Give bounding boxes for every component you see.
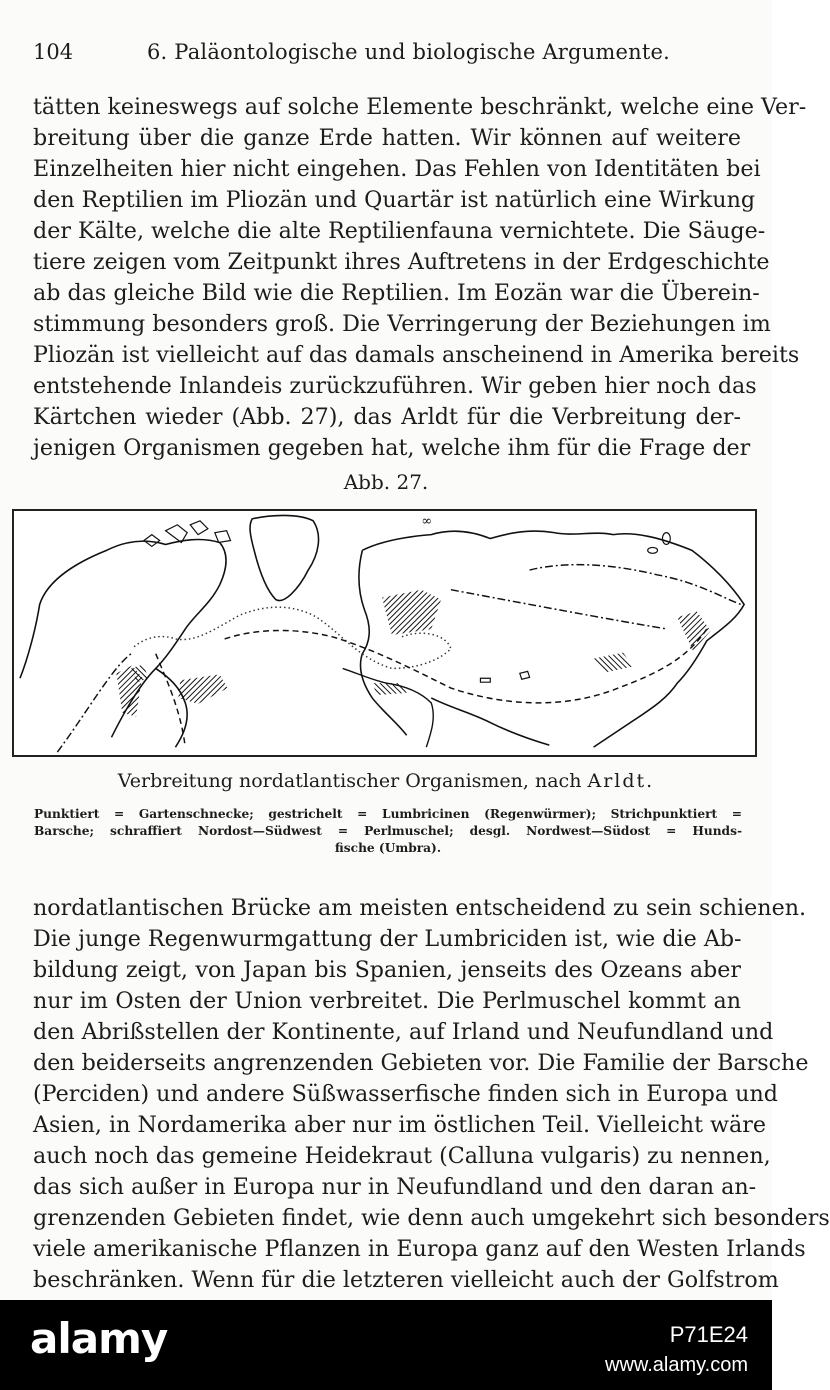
text-line: (Perciden) und andere Süßwasserfische finden sich in Europa und xyxy=(33,1081,778,1107)
text-line: bildung zeigt, von Japan bis Spanien, jenseits des Ozeans aber xyxy=(33,957,741,983)
figure-legend xyxy=(34,806,742,857)
hatch-ne-region-3 xyxy=(382,590,441,635)
alamy-logo: alamy xyxy=(30,1314,168,1363)
text-line: nur im Osten der Union verbreitet. Die Perlmuschel kommt an xyxy=(33,988,741,1014)
watermark-bar xyxy=(0,1300,772,1390)
eurasia-coast xyxy=(359,531,744,747)
hatch-nw-region-2 xyxy=(594,653,633,673)
text-line: Kärtchen wieder (Abb. 27), das Arldt für die Verbreitung der- xyxy=(33,404,741,430)
paragraph-top xyxy=(33,92,807,464)
text-line: tätten keineswegs auf solche Elemente beschränkt, welche eine Ver- xyxy=(33,94,807,120)
text-line: breitung über die ganze Erde hatten. Wir können auf weitere xyxy=(33,125,741,151)
page-header xyxy=(33,40,742,74)
text-line: tiere zeigen vom Zeitpunkt ihres Auftretens in der Erdgeschichte xyxy=(33,249,770,275)
dashdot-range xyxy=(57,565,741,752)
hatch-nw-region-3 xyxy=(372,683,406,695)
small-islands xyxy=(480,533,670,683)
hatch-ne-region-4 xyxy=(677,611,710,650)
caption-author: Arldt. xyxy=(587,770,655,792)
caption-text: Verbreitung nordatlantischer Organismen, nach xyxy=(117,770,582,792)
text-line: auch noch das gemeine Heidekraut (Calluna vulgaris) zu nennen, xyxy=(33,1143,771,1169)
page-number: 104 xyxy=(33,40,74,64)
text-line: Asien, in Nordamerika aber nur im östlichen Teil. Vielleicht wäre xyxy=(33,1112,766,1138)
text-line: entstehende Inlandeis zurückzuführen. Wir geben hier noch das xyxy=(33,373,757,399)
map-drawing xyxy=(14,511,755,755)
paragraph-bottom xyxy=(33,893,830,1296)
text-line: stimmung besonders groß. Die Verringerung der Beziehungen im xyxy=(33,311,771,337)
figure-label: Abb. 27. xyxy=(343,470,429,494)
text-line: ab das gleiche Bild wie die Reptilien. Im Eozän war die Überein- xyxy=(33,280,760,306)
text-line: viele amerikanische Pflanzen in Europa ganz auf den Westen Irlands xyxy=(33,1236,806,1262)
text-line: grenzenden Gebieten findet, wie denn auch umgekehrt sich besonders xyxy=(33,1205,830,1231)
text-line: den Reptilien im Pliozän und Quartär ist natürlich eine Wirkung xyxy=(33,187,756,213)
image-id: P71E24 xyxy=(669,1322,748,1347)
distribution-map xyxy=(12,509,757,757)
legend-line: fische (Umbra). xyxy=(334,841,442,855)
text-line: das sich außer in Europa nur in Neufundland und den daran an- xyxy=(33,1174,757,1200)
north-america-coast xyxy=(20,539,226,747)
africa-coast xyxy=(343,668,434,747)
text-line: nordatlantischen Brücke am meisten entscheidend zu sein schienen. xyxy=(33,895,807,921)
figure-caption xyxy=(0,770,772,792)
legend-line: Barsche; schraffiert Nordost—Südwest = Perlmuschel; desgl. Nordwest—Südost = Hunds- xyxy=(34,824,742,838)
text-line: der Kälte, welche die alte Reptilienfauna vernichtete. Die Säuge- xyxy=(33,218,766,244)
map-annotation: ∞ xyxy=(421,513,433,529)
hatch-ne-region-2 xyxy=(178,674,227,704)
text-line: den beiderseits angrenzenden Gebieten vor. Die Familie der Barsche xyxy=(33,1050,809,1076)
text-line: Die junge Regenwurmgattung der Lumbriciden ist, wie die Ab- xyxy=(33,926,742,952)
site-url: www.alamy.com xyxy=(605,1354,748,1376)
greenland-coast xyxy=(250,515,319,600)
text-line: den Abrißstellen der Kontinente, auf Irland und Neufundland und xyxy=(33,1019,774,1045)
text-line: Einzelheiten hier nicht eingehen. Das Fehlen von Identitäten bei xyxy=(33,156,761,182)
text-line: beschränken. Wenn für die letzteren vielleicht auch der Golfstrom xyxy=(33,1267,779,1293)
legend-line: Punktiert = Gartenschnecke; gestrichelt = Lumbricinen (Regenwürmer); Strichpunktiert = xyxy=(34,807,742,821)
chapter-title: 6. Paläontologische und biologische Argumente. xyxy=(147,40,671,64)
text-line: jenigen Organismen gegeben hat, welche ihm für die Frage der xyxy=(33,435,751,461)
text-line: Pliozän ist vielleicht auf das damals anscheinend in Amerika bereits xyxy=(33,342,800,368)
